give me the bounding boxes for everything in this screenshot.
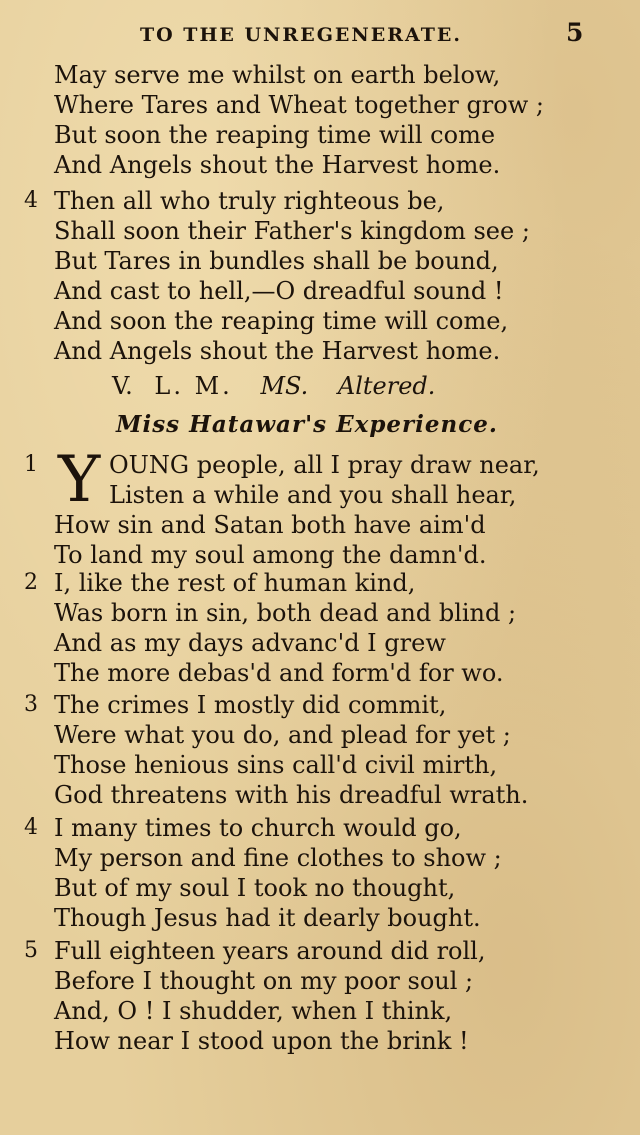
- verse-line: I many times to church would go,: [54, 814, 462, 842]
- stanza-1: [24, 443, 624, 570]
- stanza-2: [24, 568, 624, 688]
- verse-line: And Angels shout the Harvest home.: [54, 337, 501, 365]
- verse-line: Before I thought on my poor soul ;: [54, 967, 474, 995]
- verse-line: How near I stood upon the brink !: [54, 1027, 469, 1055]
- verse-line: But Tares in bundles shall be bound,: [54, 247, 499, 275]
- verse-line: And Angels shout the Harvest home.: [54, 151, 501, 179]
- verse-line: The more debas'd and form'd for wo.: [54, 659, 504, 687]
- verse-line: God threatens with his dreadful wrath.: [54, 781, 529, 809]
- verse-line: OUNG people, all I pray draw near,: [109, 451, 540, 479]
- stanza-number: 3: [24, 692, 38, 717]
- running-head: TO THE UNREGENERATE.: [140, 24, 462, 46]
- verse-line: I, like the rest of human kind,: [54, 569, 416, 597]
- page-number: 5: [566, 18, 584, 47]
- verse-line: To land my soul among the damn'd.: [54, 541, 487, 569]
- hymn-heading: [112, 372, 435, 400]
- verse-line: Those henious sins call'd civil mirth,: [54, 751, 498, 779]
- verse-line: Full eighteen years around did roll,: [54, 937, 486, 965]
- stanza-number: 1: [24, 452, 38, 477]
- verse-line: The crimes I mostly did commit,: [54, 691, 447, 719]
- verse-line: And cast to hell,—O dreadful sound !: [54, 277, 504, 305]
- verse-line: Was born in sin, both dead and blind ;: [54, 599, 517, 627]
- verse-line: Then all who truly righteous be,: [54, 187, 445, 215]
- stanza-number: 4: [24, 188, 38, 213]
- stanza-number: 2: [24, 570, 38, 595]
- verse-line: Shall soon their Father's kingdom see ;: [54, 217, 530, 245]
- verse-line: But soon the reaping time will come: [54, 121, 496, 149]
- stanza-5: [24, 936, 624, 1056]
- drop-cap: Y: [58, 443, 101, 517]
- stanza-4: [24, 813, 624, 933]
- stanza-3: [24, 690, 624, 810]
- hymn-source: MS.: [260, 372, 309, 400]
- verse-line: And soon the reaping time will come,: [54, 307, 509, 335]
- verse-line: Listen a while and you shall hear,: [109, 481, 517, 509]
- verse-line: My person and fine clothes to show ;: [54, 844, 502, 872]
- stanza-continuation: [54, 60, 624, 180]
- verse-line: But of my soul I took no thought,: [54, 874, 456, 902]
- verse-line: And, O ! I shudder, when I think,: [54, 997, 453, 1025]
- verse-line: May serve me whilst on earth below,: [54, 61, 501, 89]
- hymn-note: Altered.: [337, 372, 436, 400]
- hymn-number: V.: [112, 372, 133, 400]
- stanza-4-previous: [24, 186, 624, 366]
- stanza-number: 4: [24, 815, 38, 840]
- hymn-meter: L. M.: [154, 372, 233, 400]
- verse-line: Though Jesus had it dearly bought.: [54, 904, 481, 932]
- verse-line: Where Tares and Wheat together grow ;: [54, 91, 544, 119]
- hymn-subtitle: Miss Hatawar's Experience.: [116, 411, 498, 438]
- verse-line: How sin and Satan both have aim'd: [54, 511, 486, 539]
- verse-line: And as my days advanc'd I grew: [54, 629, 446, 657]
- stanza-number: 5: [24, 938, 38, 963]
- verse-line: Were what you do, and plead for yet ;: [54, 721, 511, 749]
